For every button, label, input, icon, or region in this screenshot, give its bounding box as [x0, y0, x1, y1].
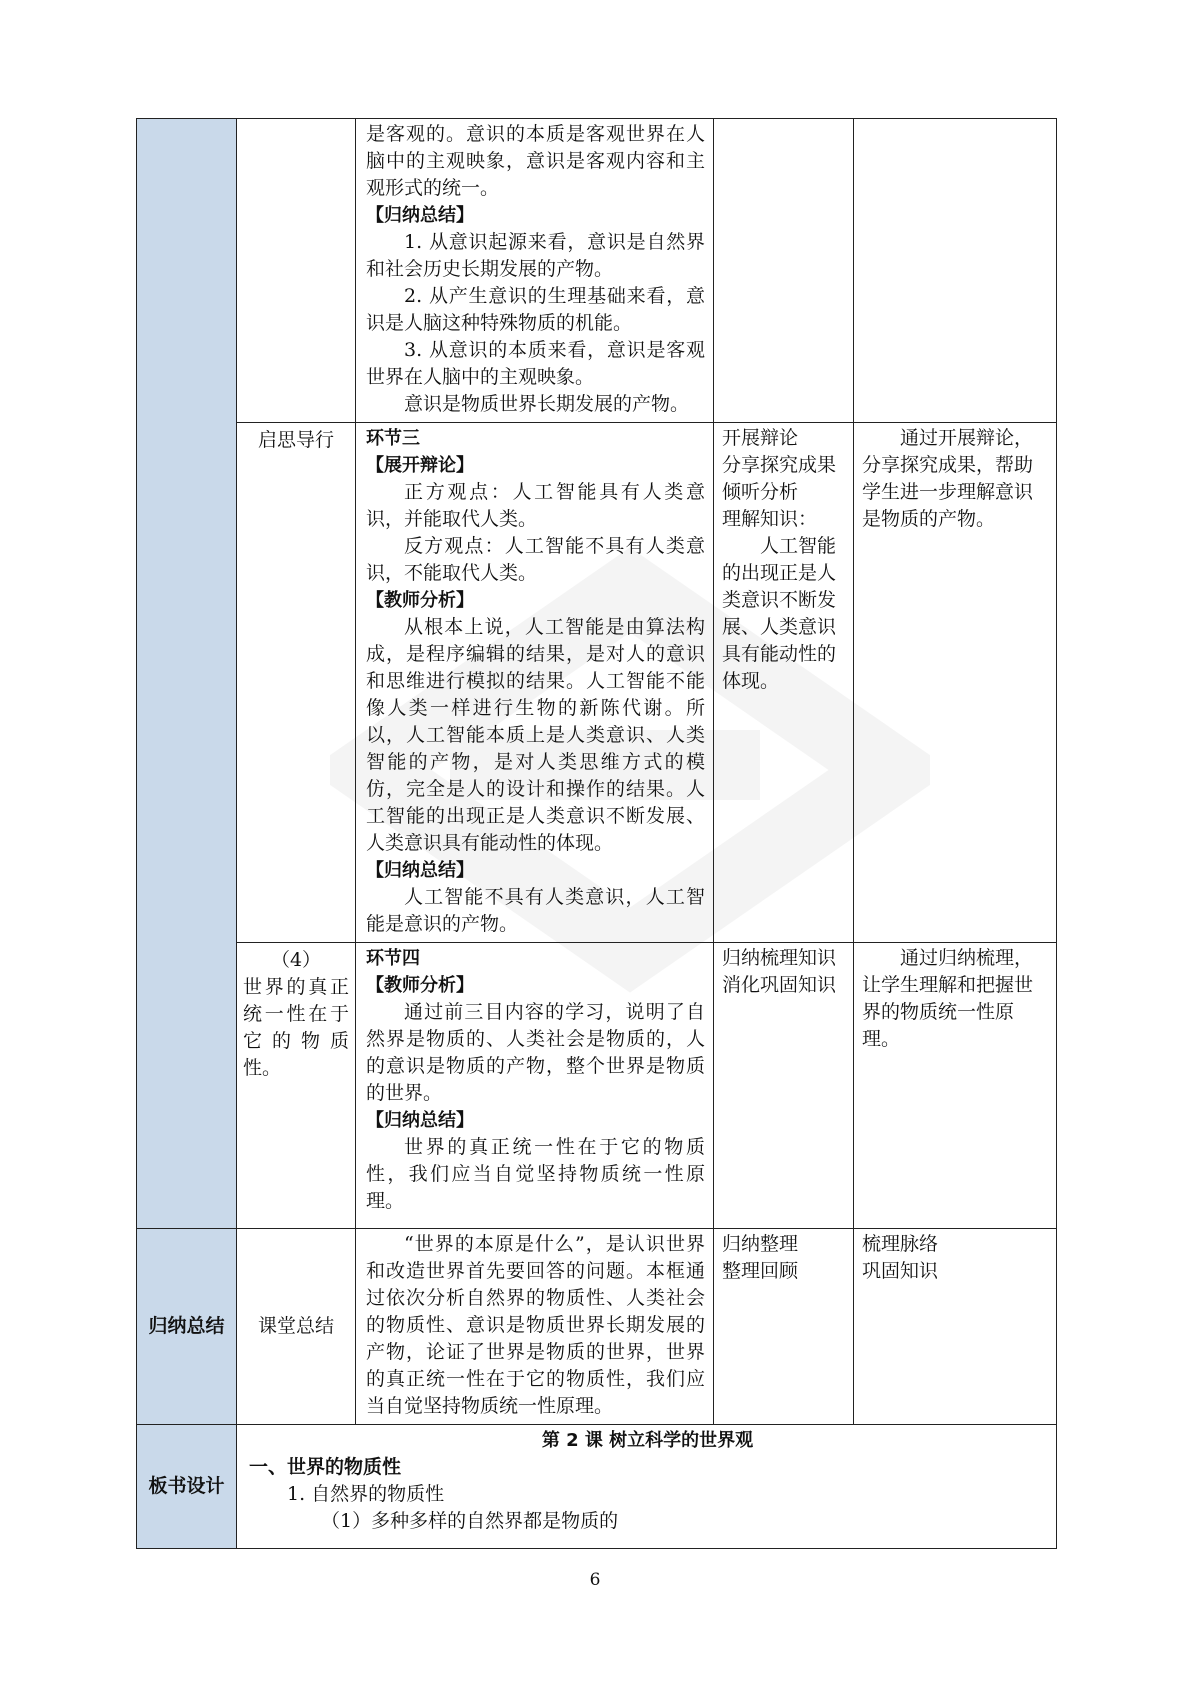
board-heading-1: 一、世界的物质性	[249, 1456, 402, 1478]
summary-heading: 【归纳总结】	[366, 205, 474, 226]
activity-cell	[356, 943, 714, 1229]
analysis-text: 通过前三目内容的学习，说明了自然界是物质的、人类社会是物质的，人的意识是物质的产物，整个世界是物质的世界。	[366, 1001, 705, 1104]
table-row	[137, 423, 1057, 943]
board-item-level-3: （1）多种多样的自然界都是物质的	[321, 1510, 619, 1532]
student-cell-empty	[714, 119, 854, 423]
student-activity-cell	[714, 943, 854, 1229]
summary-point: 3. 从意识的本质来看，意识是客观世界在人脑中的主观映象。	[366, 339, 705, 388]
activity-line: 归纳整理	[722, 1233, 799, 1255]
lesson-plan-table	[136, 118, 1057, 1549]
category-label: 板书设计	[137, 1425, 237, 1549]
continued-text: 是客观的。意识的本质是客观世界在人脑中的主观映象，意识是客观内容和主观形式的统一。	[366, 123, 705, 199]
design-intent-line: 梳理脉络	[862, 1233, 939, 1255]
student-activity-cell	[714, 1229, 854, 1425]
stage-cell: 课堂总结	[237, 1229, 356, 1425]
summary-text: 人工智能不具有人类意识，人工智能是意识的产物。	[366, 886, 705, 935]
section-title: 环节三	[366, 428, 420, 449]
design-intent-text: 通过开展辩论，分享探究成果，帮助学生进一步理解意识是物质的产物。	[862, 427, 1034, 530]
debate-heading: 【展开辩论】	[366, 455, 474, 476]
activity-line: 理解知识：	[722, 508, 818, 530]
activity-line: 归纳梳理知识	[722, 947, 837, 969]
table-row	[137, 1425, 1057, 1549]
blackboard-design-cell	[237, 1425, 1057, 1549]
category-cell-empty	[137, 119, 237, 1229]
activity-cell	[356, 423, 714, 943]
table-row	[137, 943, 1057, 1229]
analysis-heading: 【教师分析】	[366, 975, 474, 996]
stage-cell	[237, 943, 356, 1229]
analysis-heading: 【教师分析】	[366, 590, 474, 611]
summary-heading: 【归纳总结】	[366, 860, 474, 881]
page-number: 6	[589, 1570, 601, 1590]
activity-cell	[356, 119, 714, 423]
board-item-level-2: 1. 自然界的物质性	[287, 1483, 445, 1505]
stage-text: 世界的真正统一性在于它的物质性。	[243, 976, 349, 1079]
table-row	[137, 119, 1057, 423]
design-intent-text: 通过归纳梳理，让学生理解和把握世界的物质统一性原理。	[862, 947, 1034, 1050]
board-title: 第 2 课 树立科学的世界观	[541, 1430, 754, 1451]
table-row	[137, 1229, 1057, 1425]
section-title: 环节四	[366, 948, 420, 969]
stage-number: （4）	[270, 949, 322, 971]
summary-conclusion: 意识是物质世界长期发展的产物。	[404, 393, 690, 415]
activity-line: 整理回顾	[722, 1260, 799, 1282]
design-intent-cell	[854, 423, 1057, 943]
stage-cell-empty	[237, 119, 356, 423]
activity-line: 分享探究成果	[722, 454, 837, 476]
activity-line: 开展辩论	[722, 427, 799, 449]
design-intent-cell	[854, 1229, 1057, 1425]
con-view: 反方观点：人工智能不具有人类意识，不能取代人类。	[366, 535, 705, 584]
activity-detail: 人工智能的出现正是人类意识不断发展、人类意识具有能动性的体现。	[722, 535, 837, 692]
student-activity-cell	[714, 423, 854, 943]
stage-cell: 启思导行	[237, 423, 356, 943]
activity-cell	[356, 1229, 714, 1425]
summary-point: 2. 从产生意识的生理基础来看，意识是人脑这种特殊物质的机能。	[366, 285, 705, 334]
intent-cell-empty	[854, 119, 1057, 423]
analysis-text: 从根本上说，人工智能是由算法构成，是程序编辑的结果，是对人的意识和思维进行模拟的结果。人工智能不能像人类一样进行生物的新陈代谢。所以，人工智能本质上是人类意识、人类智能的产物，是对人类思维方式的模仿，完全是人的设计和操作的结果。人工智能的出现正是人类意识不断发展、人类意识具有能动性的体现。	[366, 616, 705, 854]
pro-view: 正方观点：人工智能具有人类意识，并能取代人类。	[366, 481, 705, 530]
design-intent-cell	[854, 943, 1057, 1229]
activity-line: 倾听分析	[722, 481, 799, 503]
activity-line: 消化巩固知识	[722, 974, 837, 996]
summary-heading: 【归纳总结】	[366, 1110, 474, 1131]
summary-text: 世界的真正统一性在于它的物质性，我们应当自觉坚持物质统一性原理。	[366, 1136, 705, 1212]
category-label: 归纳总结	[137, 1229, 237, 1425]
class-summary-text: “世界的本原是什么”，是认识世界和改造世界首先要回答的问题。本框通过依次分析自然界的物质性、人类社会的物质性、意识是物质世界长期发展的产物，论证了世界是物质的世界，世界的真正统一性在于它的物质性，我们应当自觉坚持物质统一性原理。	[366, 1233, 705, 1417]
summary-point: 1. 从意识起源来看，意识是自然界和社会历史长期发展的产物。	[366, 231, 705, 280]
design-intent-line: 巩固知识	[862, 1260, 939, 1282]
